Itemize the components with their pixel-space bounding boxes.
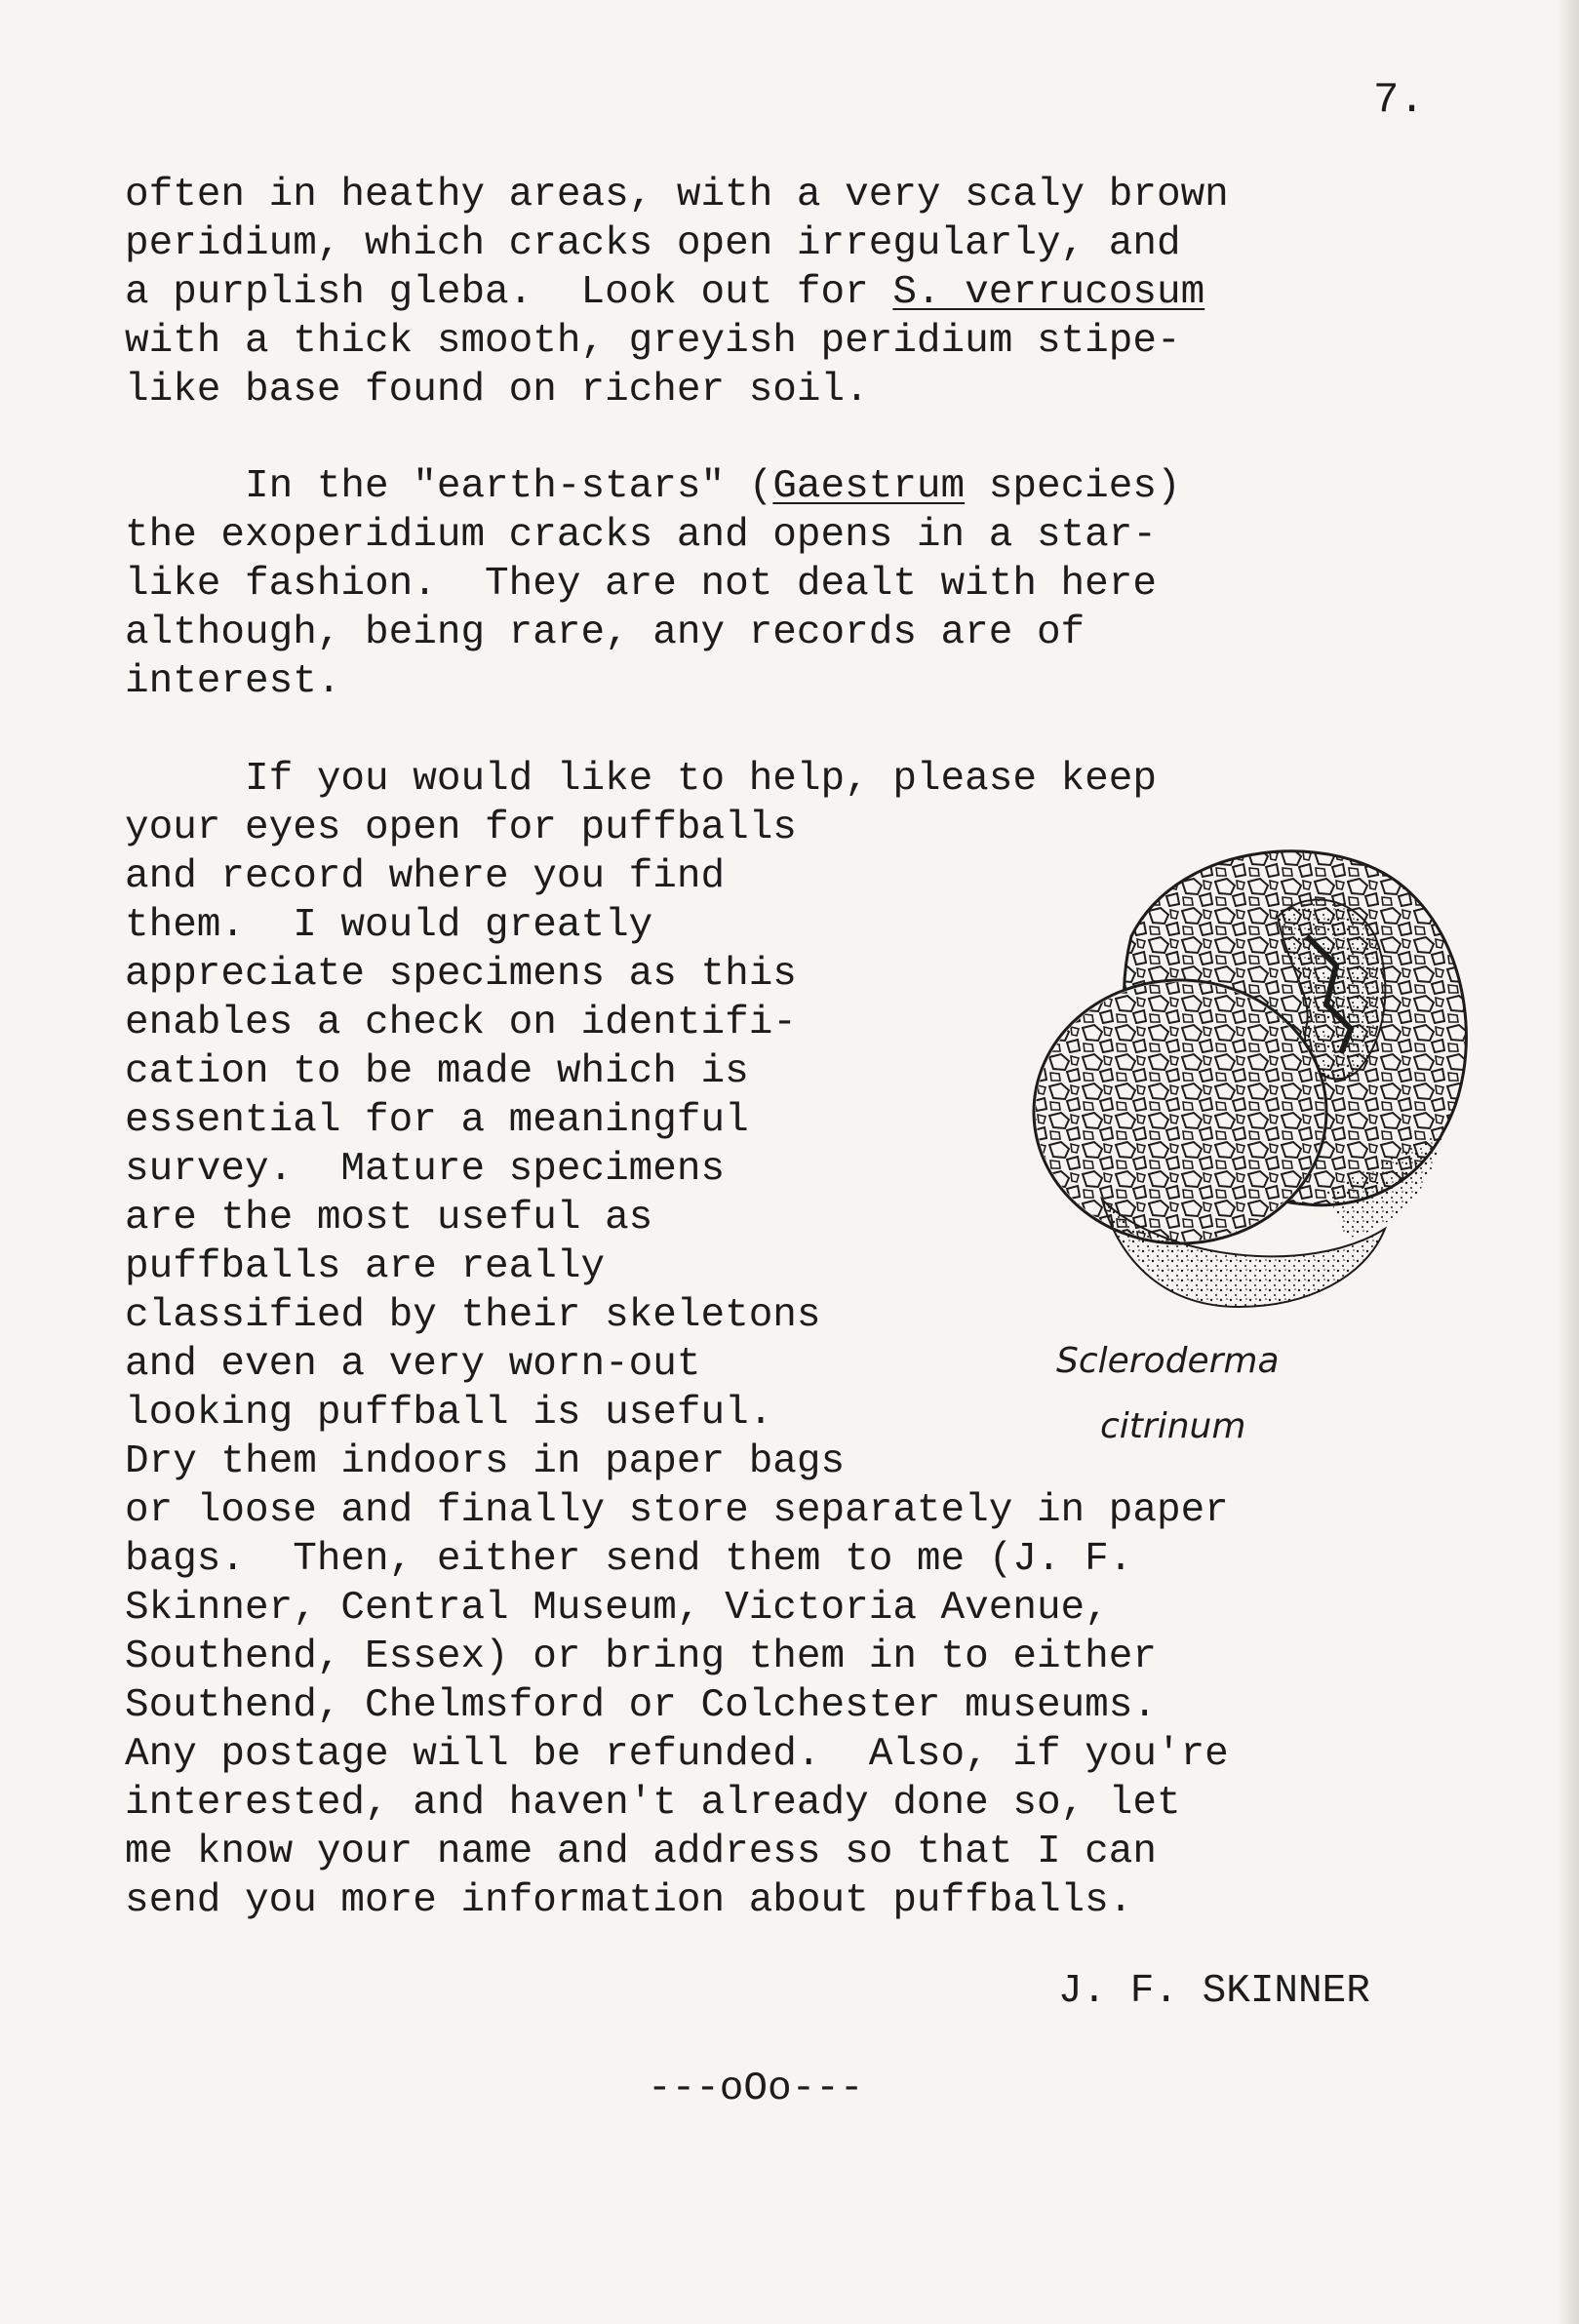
illustration-caption-species: citrinum [1100,1406,1246,1446]
para2-line1 [125,462,1181,511]
para2-line2: the exoperidium cracks and opens in a star- [125,513,1157,558]
section-divider: ---oOo--- [648,2067,864,2111]
front-fruitbody-scales [1036,982,1324,1241]
species-name-verrucosum: S. verrucosum [892,270,1205,315]
para3-line: Dry them indoors in paper bags [125,1439,846,1484]
para3-line: appreciate specimens as this [125,952,797,997]
para1-line2: peridium, which cracks open irregularly, and [125,221,1181,266]
para3-line: looking puffball is useful. [125,1391,773,1436]
para3-line: classified by their skeletons [125,1293,821,1338]
para3-line: me know your name and address so that I can [125,1830,1157,1874]
para3-line: Any postage will be refunded. Also, if you're [125,1732,1229,1777]
para3-line: and record where you find [125,854,726,899]
para2-line1-text: In the "earth-stars" ( [125,464,773,509]
para1-line1: often in heathy areas, with a very scaly brown [125,173,1229,217]
para3-line: essential for a meaningful [125,1098,749,1143]
para1-line4: with a thick smooth, greyish peridium stipe- [125,319,1181,364]
para2-line4: although, being rare, any records are of [125,611,1086,655]
author-signature: J. F. SKINNER [1058,1969,1370,2014]
genus-name-gaestrum: Gaestrum [772,464,966,509]
illustration-caption-genus: Scleroderma [1056,1341,1280,1381]
para3-line: or loose and finally store separately in paper [125,1488,1229,1533]
para3-line: cation to be made which is [125,1049,749,1094]
para3-line: them. I would greatly [125,903,653,948]
para1-line3-text: a purplish gleba. Look out for [125,270,893,315]
para3-line: enables a check on identifi- [125,1001,797,1045]
page-number: 7. [1373,76,1425,125]
para3-line: survey. Mature specimens [125,1147,726,1192]
para3-line: send you more information about puffballs. [125,1878,1133,1923]
para3-line: Southend, Essex) or bring them in to either [125,1635,1157,1679]
para3-line: puffballs are really [125,1244,606,1289]
para1-line5: like base found on richer soil. [125,368,869,413]
para2-line5: interest. [125,659,341,704]
para3-line: your eyes open for puffballs [125,806,797,850]
para3-line: are the most useful as [125,1196,653,1241]
para2-line3: like fashion. They are not dealt with here [125,562,1157,607]
para3-line: and even a very worn-out [125,1342,701,1387]
para1-line3 [125,268,1204,317]
para3-line: If you would like to help, please keep [125,757,1157,802]
para3-line: Southend, Chelmsford or Colchester museums. [125,1683,1157,1728]
para3-line: Skinner, Central Museum, Victoria Avenue, [125,1586,1109,1631]
para2-line1-end: species) [965,464,1181,509]
para3-line: bags. Then, either send them to me (J. F. [125,1537,1133,1582]
para3-line: interested, and haven't already done so, let [125,1781,1181,1826]
page-edge-shadow [1558,0,1579,2324]
puffball-illustration [1014,819,1502,1326]
